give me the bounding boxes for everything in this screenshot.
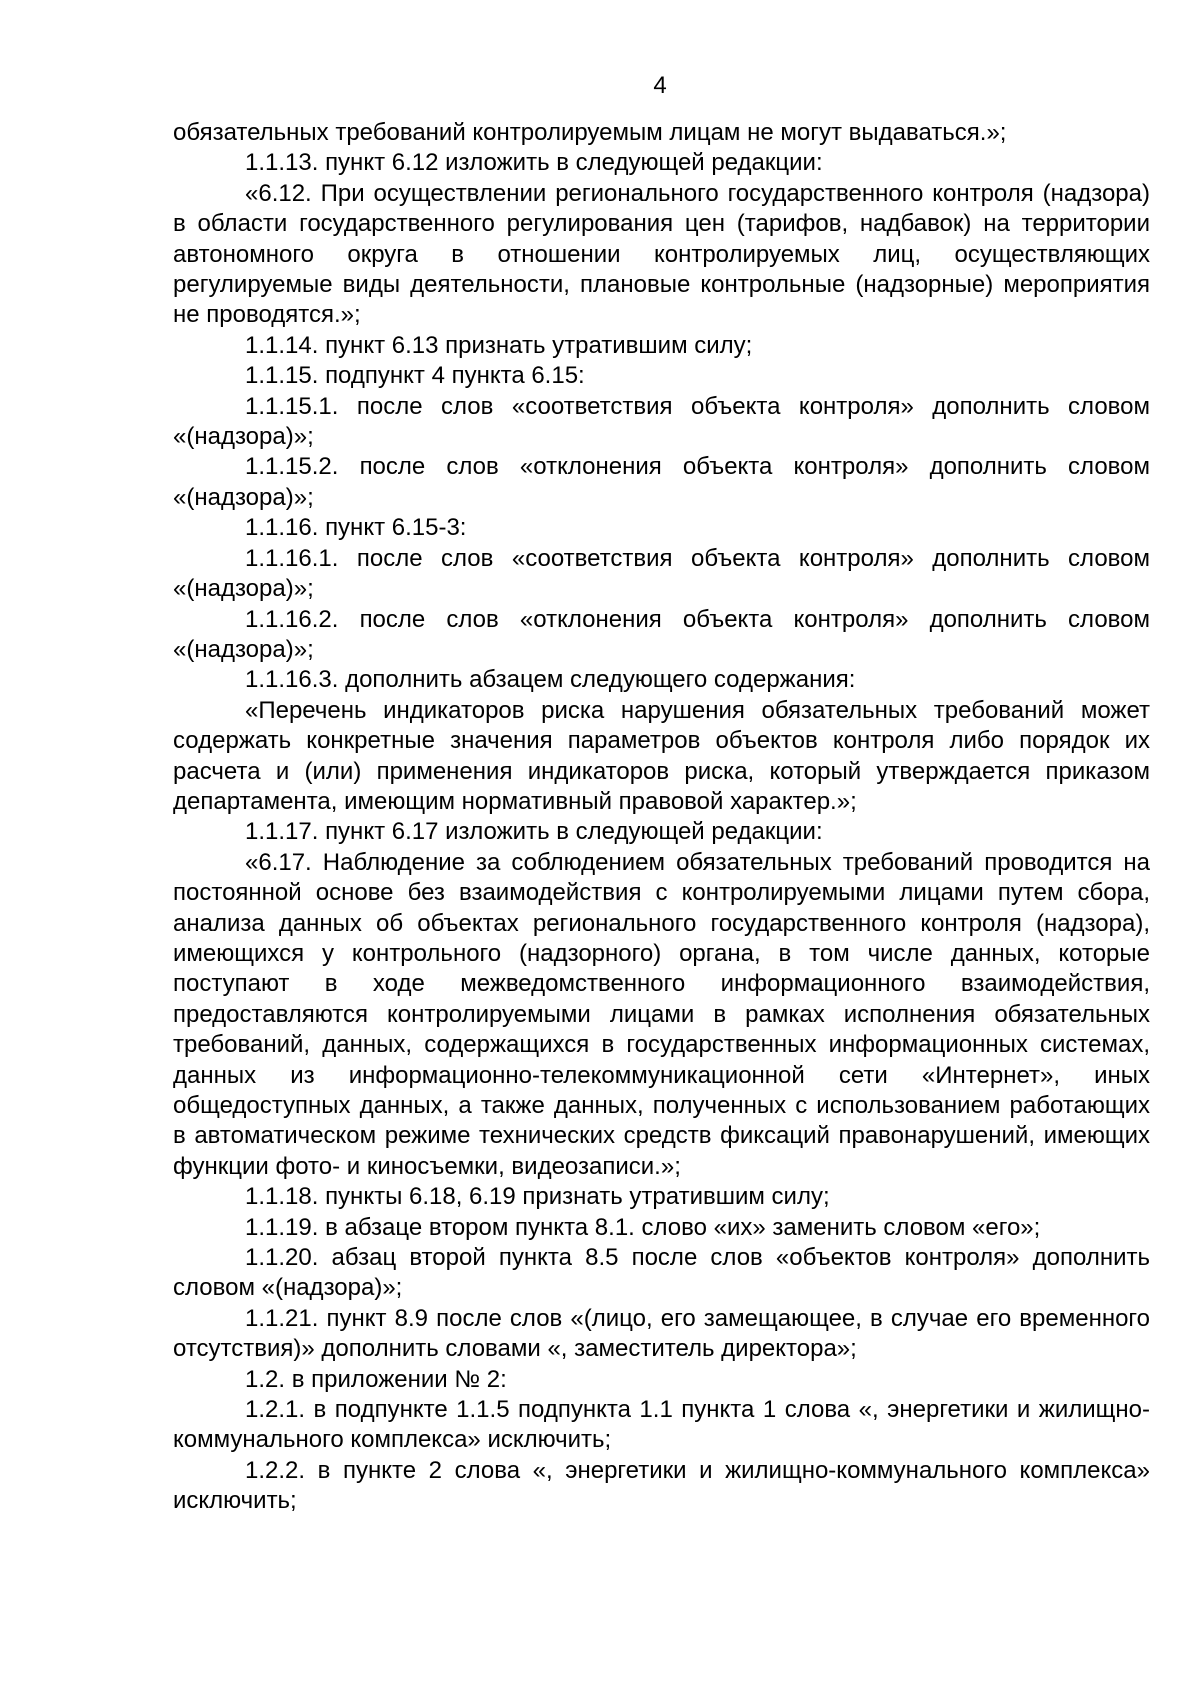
paragraph: 1.1.21. пункт 8.9 после слов «(лицо, его замещающее, в случае его временного отсутствия)» дополнить словами «, заместитель директора»; — [173, 1304, 1150, 1363]
paragraph: 1.1.16. пункт 6.15-3: — [245, 514, 467, 542]
paragraph: 1.1.14. пункт 6.13 признать утратившим силу; — [245, 331, 753, 359]
paragraph: 1.1.16.3. дополнить абзацем следующего содержания: — [245, 666, 856, 694]
paragraph: 1.2.2. в пункте 2 слова «, энергетики и жилищно-коммунального комплекса» исключить; — [173, 1456, 1150, 1515]
paragraph: «6.12. При осуществлении регионального государственного контроля (надзора) в области государственного регулирования цен (тарифов, надбавок) на территории автономного округа в отношении контролируемых лиц, осуществляющих регулируемые виды деятельности, плановые контрольные (надзорные) мероприятия не проводятся.»; — [173, 179, 1150, 329]
paragraph: 1.1.15.1. после слов «соответствия объекта контроля» дополнить словом «(надзора)»; — [173, 392, 1150, 451]
paragraph: 1.1.16.2. после слов «отклонения объекта контроля» дополнить словом «(надзора)»; — [173, 605, 1150, 663]
paragraph: 1.1.20. абзац второй пункта 8.5 после слов «объектов контроля» дополнить словом «(надзора)»; — [173, 1244, 1150, 1302]
paragraph: обязательных требований контролируемым лицам не могут выдаваться.»; — [173, 119, 1007, 146]
paragraph: 1.2. в приложении № 2: — [245, 1365, 507, 1393]
page-number: 4 — [653, 72, 667, 99]
paragraph: 1.1.16.1. после слов «соответствия объекта контроля» дополнить словом «(надзора)»; — [173, 544, 1150, 603]
paragraph: «Перечень индикаторов риска нарушения обязательных требований может содержать конкретные значения параметров объектов контроля либо порядок их расчета и (или) применения индикаторов риска, который утверждается приказом департамента, имеющим нормативный правовой характер.»; — [173, 696, 1150, 815]
paragraph: 1.1.19. в абзаце втором пункта 8.1. слово «их» заменить словом «его»; — [245, 1213, 1041, 1241]
document-body — [173, 118, 1150, 1517]
paragraph: 1.2.1. в подпункте 1.1.5 подпункта 1.1 пункта 1 слова «, энергетики и жилищно-коммунального комплекса» исключить; — [173, 1396, 1150, 1454]
paragraph: 1.1.13. пункт 6.12 изложить в следующей редакции: — [245, 149, 823, 177]
paragraph: 1.1.17. пункт 6.17 изложить в следующей редакции: — [245, 818, 823, 846]
paragraph: 1.1.15.2. после слов «отклонения объекта контроля» дополнить словом «(надзора)»; — [173, 453, 1150, 511]
paragraph: 1.1.15. подпункт 4 пункта 6.15: — [245, 362, 585, 390]
paragraph: 1.1.18. пункты 6.18, 6.19 признать утратившим силу; — [245, 1183, 830, 1211]
paragraph: «6.17. Наблюдение за соблюдением обязательных требований проводится на постоянной основе без взаимодействия с контролируемыми лицами путем сбора, анализа данных об объектах регионального государственного контроля (надзора), имеющихся у контрольного (надзорного) органа, в том числе данных, которые поступают в ходе межведомственного информационного взаимодействия, предоставляются контролируемыми лицами в рамках исполнения обязательных требований, данных, содержащихся в государственных информационных системах, данных из информационно-телекоммуникационной сети «Интернет», иных общедоступных данных, а также данных, полученных с использованием работающих в автоматическом режиме технических средств фиксаций правонарушений, имеющих функции фото- и киносъемки, видеозаписи.»; — [173, 848, 1150, 1180]
